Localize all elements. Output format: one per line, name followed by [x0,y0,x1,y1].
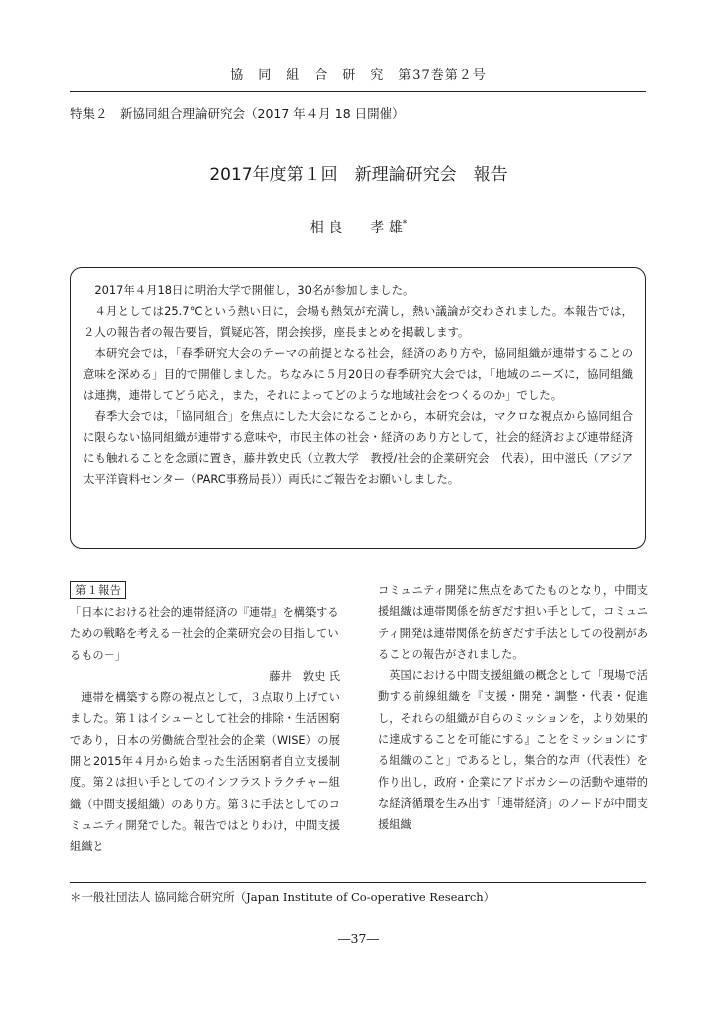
author-footnote-mark: * [402,219,408,230]
abstract-paragraph: 2017年４月18日に明治大学で開催し，30名が参加しました。 [94,283,415,297]
abstract-paragraph: 春季大会では，「協同組合」を焦点にした大会になることから，本研究会は，マクロな視点から協同組合に限らない協同組織が連帯する意味や，市民主体の社会・経済のあり方として，社会的経済および連帯経済にも触れることを念頭に置き，藤井敦史氏（立教大学 教授/社会的企業研究会 代表），田中滋氏（アジア太平洋資料センター（PARC事務局長））両氏にご報告をお願いしました。 [83,409,633,486]
page-number: ―37― [338,931,379,946]
report-title: 「日本における社会的連帯経済の『連帯』を構築するための戦略を考える－社会的企業研究会の目指しているもの－」 [70,606,339,662]
body-paragraph: 連帯を構築する際の視点として，３点取り上げていました。第１はイシューとして社会的排除・生活困窮であり，日本の労働統合型社会的企業（WISE）の展開と2015年４月から始まった生活困窮者自立支援制度。第２は担い手としてのインフラストラクチャー組織（中間支援組織）のあり方。第３に手法としてのコミュニティ開発でした。報告ではとりわけ，中間支援組織と [70,691,340,854]
body-paragraph-continued: コミュニティ開発に焦点をあてたものとなり，中間支援組織は連帯関係を紡ぎだす担い手として，コミュニティ開発は連帯関係を紡ぎだす手法としての役割があることの報告がされました。 [378,584,648,661]
abstract-box [70,267,646,549]
footnote-rule [70,882,646,883]
running-header: 協 同 組 合 研 究 第37巻第２号 [230,68,487,83]
article-title: 2017年度第１回 新理論研究会 報告 [209,165,508,185]
header-rule [70,91,646,92]
author-name: 相 良 孝 雄 [309,220,403,236]
left-column [70,580,340,858]
report-label: 第１報告 [70,581,126,599]
special-issue-line: 特集２ 新協同組合理論研究会（2017 年４月 18 日開催） [70,106,405,121]
abstract-paragraph: ４月としては25.7℃という熱い日に，会場も熱気が充満し，熱い議論が交わされました。本報告では，２人の報告者の報告要旨，質疑応答，閉会挨拶，座長まとめを掲載します。 [83,304,633,339]
presenter-name: 藤井 敦史 氏 [269,669,340,683]
abstract-paragraph: 本研究会では，「春季研究大会のテーマの前提となる社会，経済のあり方や，協同組織が連帯することの意味を深める」目的で開催しました。ちなみに５月20日の春季研究大会では，「地域のニーズに，協同組織は連携，連帯してどう応え，また，それによってどのような地域社会をつくるのか」でした。 [83,346,633,402]
footnote: ＊一般社団法人 協同総合研究所（Japan Institute of Co-operative Research） [70,890,496,904]
author-line [0,217,717,237]
right-column [378,580,648,836]
body-paragraph: 英国における中間支援組織の概念として「現場で活動する前線組織を『支援・開発・調整・代表・促進し，それらの組織が自らのミッションを，より効果的に達成することを可能にする』ことをミッションにする組織のこと」であるとし，集合的な声（代表性）を作り出し，政府・企業にアドボカシーの活動や連帯的な経済循環を生み出す「連帯経済」のノードが中間支援組織 [378,669,648,832]
